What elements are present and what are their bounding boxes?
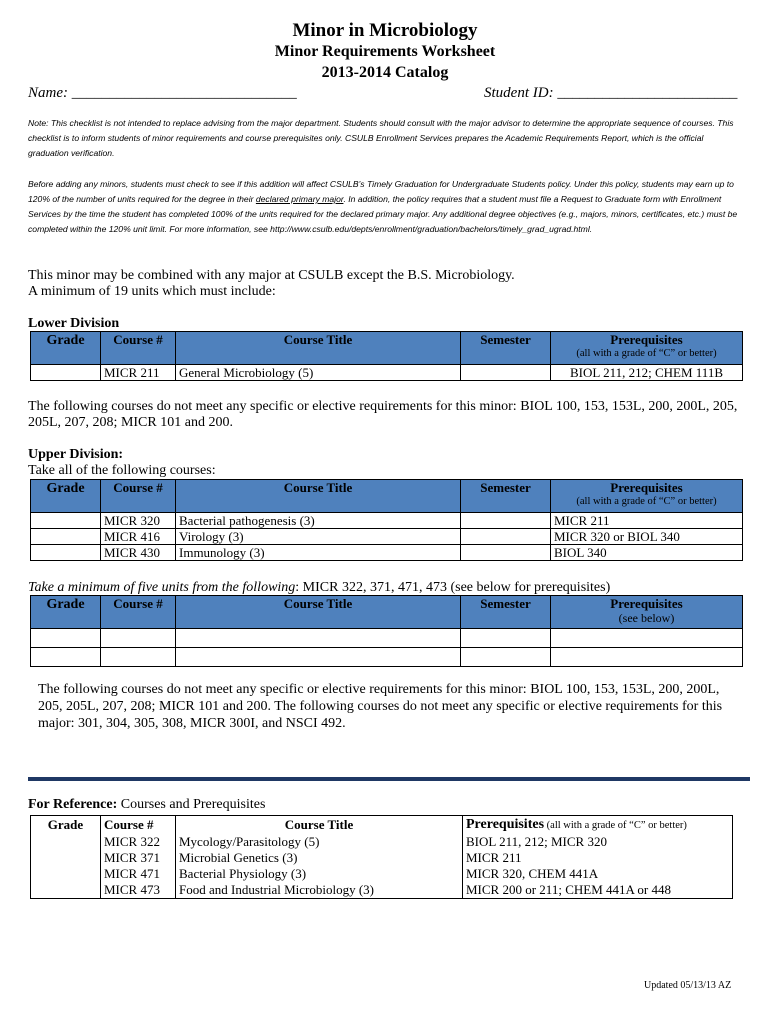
table-row [31, 365, 743, 381]
prerequisites: MICR 200 or 211; CHEM 441A or 448 [463, 882, 733, 899]
prerequisites-cell[interactable] [551, 629, 743, 648]
grade-cell[interactable] [31, 545, 101, 561]
prereq-header: Prerequisites (all with a grade of “C” or better) [463, 816, 733, 835]
elective-note: The following courses do not meet any specific or elective requirements for this minor: BIOL 100, 153, 153L, 200, 200L, 205, 205L, 207, 208; MICR 101 and 200. The following courses do not meet any specific or elective requirements for this major: 301, 304, 305, 308, MICR 300I, and NSCI 492. [38, 682, 723, 731]
semester-cell[interactable] [461, 529, 551, 545]
grade-cell[interactable] [31, 850, 101, 866]
declared-primary-major-text: declared primary major [255, 194, 344, 204]
semester-header: Semester [461, 596, 551, 629]
grade-cell[interactable] [31, 834, 101, 850]
course-header: Course # [101, 480, 176, 513]
course-number-cell[interactable] [101, 648, 176, 667]
timely-graduation-note: Before adding any minors, students must check to see if this addition will affect CSULB’s Timely Graduation for Undergraduate Students policy. Under this policy, students may earn up to 120% of the number of units required for the degree in their declared primary major. In addition, the policy requires that a student must file a Request to Graduate form with Enrollment Services by the time the student has completed 100% of the units required for the declared primary major. Any additional degree objectives (e.g., majors, minors, certificates, etc.) must be completed within the 120% unit limit. For more information, see http://www.csulb.edu/depts/enrollment/graduation/bachelors/timely_grad_ugrad.html. [28, 179, 738, 234]
intro-line-2: A minimum of 19 units which must include: [28, 284, 276, 299]
updated-date: Updated 05/13/13 AZ [644, 980, 732, 991]
prereq-header: Prerequisites (all with a grade of “C” or better) [551, 332, 743, 365]
grade-header: Grade [31, 596, 101, 629]
course-title: Virology (3) [176, 529, 461, 545]
course-number: MICR 371 [101, 850, 176, 866]
table-row [31, 648, 743, 667]
lower-division-table [30, 331, 743, 381]
course-title: Mycology/Parasitology (5) [176, 834, 463, 850]
prerequisites-cell[interactable] [551, 648, 743, 667]
table-row [31, 866, 733, 882]
course-number: MICR 211 [101, 365, 176, 381]
course-title-cell[interactable] [176, 629, 461, 648]
course-title: Immunology (3) [176, 545, 461, 561]
course-title-header: Course Title [176, 332, 461, 365]
table-row [31, 529, 743, 545]
grade-header: Grade [31, 480, 101, 513]
upper-division-table [30, 479, 743, 561]
course-title: Bacterial Physiology (3) [176, 866, 463, 882]
course-title: Food and Industrial Microbiology (3) [176, 882, 463, 899]
table-row [31, 882, 733, 899]
lower-division-note: The following courses do not meet any specific or elective requirements for this minor: BIOL 100, 153, 153L, 200, 200L, 205, 205L, 207, 208; MICR 101 and 200. [28, 399, 738, 430]
table-row [31, 629, 743, 648]
course-title-header: Course Title [176, 596, 461, 629]
student-id-field[interactable]: Student ID: ________________________ [484, 85, 738, 101]
elective-table [30, 595, 743, 667]
prerequisites: MICR 320, CHEM 441A [463, 866, 733, 882]
course-number: MICR 473 [101, 882, 176, 899]
catalog-year: 2013-2014 Catalog [321, 64, 449, 81]
course-header: Course # [101, 596, 176, 629]
course-number: MICR 322 [101, 834, 176, 850]
semester-header: Semester [461, 332, 551, 365]
prerequisites: BIOL 340 [551, 545, 743, 561]
semester-cell[interactable] [461, 513, 551, 529]
elective-instruction: Take a minimum of five units from the following: MICR 322, 371, 471, 473 (see below for prerequisites) [28, 580, 611, 595]
lower-division-heading: Lower Division [28, 316, 120, 331]
section-divider [28, 777, 750, 781]
table-row [31, 850, 733, 866]
upper-division-heading: Upper Division: [28, 447, 124, 462]
course-number: MICR 320 [101, 513, 176, 529]
grade-cell[interactable] [31, 513, 101, 529]
grade-header: Grade [31, 816, 101, 835]
course-title: General Microbiology (5) [176, 365, 461, 381]
semester-cell[interactable] [461, 648, 551, 667]
prereq-header: Prerequisites (see below) [551, 596, 743, 629]
reference-table [30, 815, 733, 899]
name-field[interactable]: Name: ______________________________ [28, 85, 297, 101]
course-number: MICR 416 [101, 529, 176, 545]
prerequisites: MICR 211 [551, 513, 743, 529]
page-title: Minor in Microbiology [292, 20, 478, 41]
prerequisites: BIOL 211, 212; CHEM 111B [551, 365, 743, 381]
semester-cell[interactable] [461, 629, 551, 648]
prerequisites: MICR 211 [463, 850, 733, 866]
advising-note: Note: This checklist is not intended to replace advising from the major department. Students should consult with the major advisor to determine the appropriate sequence of courses. This checklist is to inform students of minor requirements and course prerequisites only. CSULB Enrollment Services prepares the Academic Requirements Report, which is the official graduation verification. [28, 118, 734, 158]
upper-division-instruction: Take all of the following courses: [28, 463, 216, 478]
grade-cell[interactable] [31, 882, 101, 899]
grade-header: Grade [31, 332, 101, 365]
semester-cell[interactable] [461, 545, 551, 561]
semester-cell[interactable] [461, 365, 551, 381]
course-header: Course # [101, 816, 176, 835]
grade-cell[interactable] [31, 866, 101, 882]
grade-cell[interactable] [31, 365, 101, 381]
table-row [31, 513, 743, 529]
course-title-cell[interactable] [176, 648, 461, 667]
grade-cell[interactable] [31, 648, 101, 667]
reference-heading: For Reference: Courses and Prerequisites [28, 797, 266, 812]
course-header: Course # [101, 332, 176, 365]
worksheet-subtitle: Minor Requirements Worksheet [274, 43, 496, 60]
prereq-header: Prerequisites (all with a grade of “C” or better) [551, 480, 743, 513]
prerequisites: MICR 320 or BIOL 340 [551, 529, 743, 545]
course-number: MICR 471 [101, 866, 176, 882]
grade-cell[interactable] [31, 629, 101, 648]
course-number-cell[interactable] [101, 629, 176, 648]
course-title-header: Course Title [176, 480, 461, 513]
prerequisites: BIOL 211, 212; MICR 320 [463, 834, 733, 850]
table-row [31, 834, 733, 850]
semester-header: Semester [461, 480, 551, 513]
course-title: Microbial Genetics (3) [176, 850, 463, 866]
grade-cell[interactable] [31, 529, 101, 545]
course-title-header: Course Title [176, 816, 463, 835]
course-title: Bacterial pathogenesis (3) [176, 513, 461, 529]
table-row [31, 545, 743, 561]
intro-line-1: This minor may be combined with any major at CSULB except the B.S. Microbiology. [28, 268, 515, 283]
course-number: MICR 430 [101, 545, 176, 561]
